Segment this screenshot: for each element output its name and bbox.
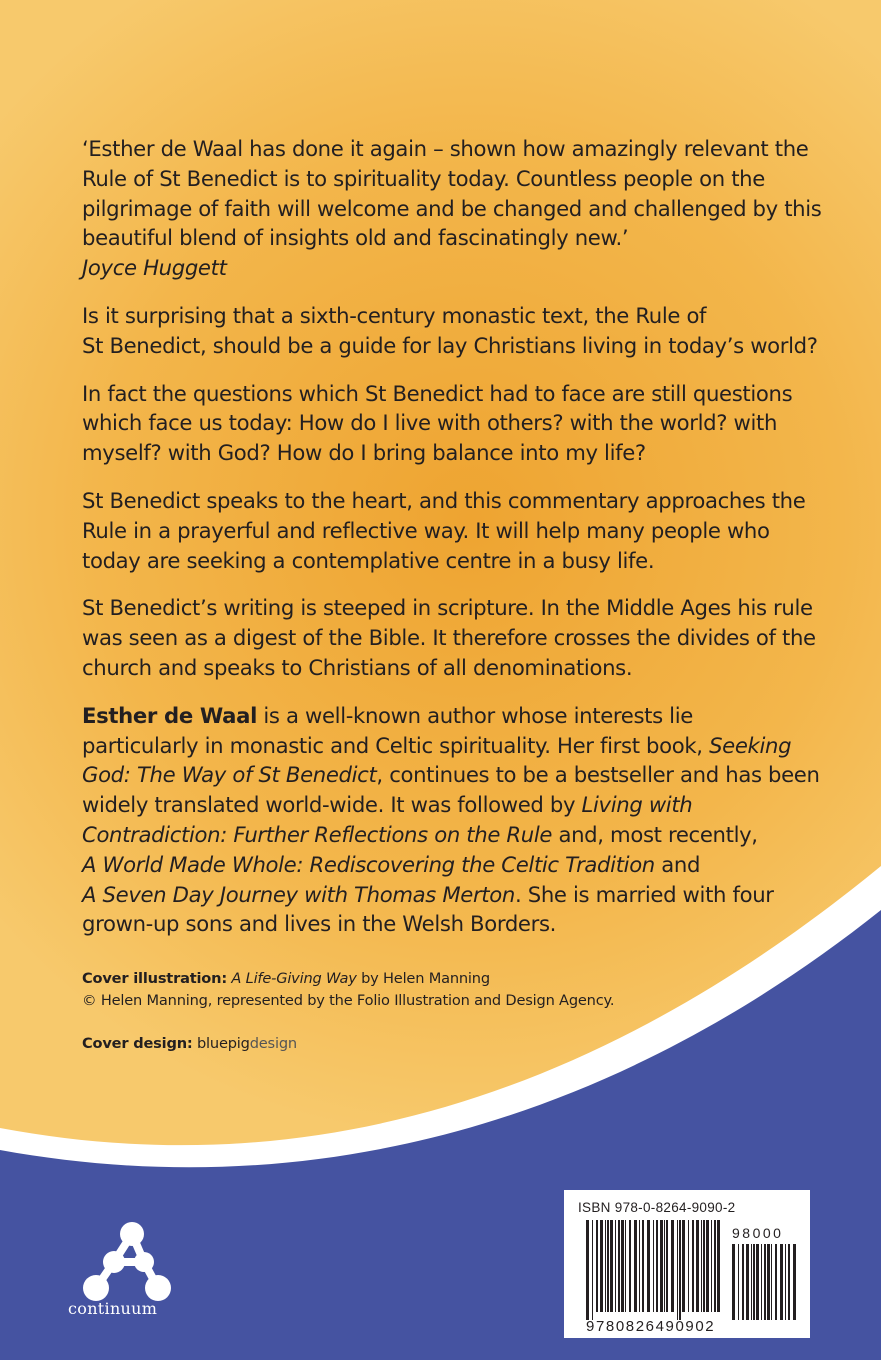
blurb-line: myself? with God? How do I bring balance into my life? xyxy=(82,440,646,466)
blurb-line: church and speaks to Christians of all denominations. xyxy=(82,654,633,680)
blurb-line: Rule in a prayerful and reflective way. It will help many people who xyxy=(82,517,770,543)
barcode-bar xyxy=(625,1220,626,1312)
price-code: 98000 xyxy=(732,1225,784,1241)
cover-illustration-credit: Cover illustration: A Life-Giving Way by Helen Manning © Helen Manning, represented by the Folio Illustration and Design Agency. xyxy=(82,968,614,1012)
blurb-paragraph xyxy=(82,379,802,468)
barcode-bar xyxy=(660,1220,663,1312)
blurb-line: St Benedict speaks to the heart, and this commentary approaches the xyxy=(82,487,806,513)
copyright-notice: © Helen Manning, represented by the Folio Illustration and Design Agency. xyxy=(82,992,615,1009)
blurb-line: St Benedict’s writing is steeped in scripture. In the Middle Ages his rule xyxy=(82,595,813,621)
barcode-graphic xyxy=(572,1216,804,1334)
barcode-bar xyxy=(618,1220,620,1312)
illustration-title: A Life-Giving Way xyxy=(231,970,357,987)
blurb-paragraph xyxy=(82,486,806,575)
barcode-bar xyxy=(607,1220,609,1312)
barcode-bar xyxy=(639,1220,640,1312)
barcode-bar xyxy=(767,1244,770,1320)
barcode-bar xyxy=(679,1220,681,1320)
barcode-bar xyxy=(671,1220,674,1312)
back-cover-text xyxy=(82,134,822,957)
barcode-bar xyxy=(706,1220,709,1312)
isbn-barcode xyxy=(564,1190,810,1338)
barcode-bar xyxy=(746,1244,749,1320)
barcode-bar xyxy=(682,1220,685,1312)
barcode-bar xyxy=(692,1220,694,1312)
barcode-bar xyxy=(717,1220,720,1312)
barcode-bar xyxy=(610,1220,613,1312)
barcode-bar xyxy=(701,1220,702,1312)
barcode-bar xyxy=(793,1244,796,1320)
book-title: Contradiction: Further Reflections on the Rule xyxy=(82,821,553,847)
barcode-bar xyxy=(711,1220,712,1312)
barcode-bar xyxy=(780,1244,783,1320)
quote-line: pilgrimage of faith will welcome and be changed and challenged by this xyxy=(82,195,822,221)
barcode-bar xyxy=(653,1220,654,1312)
barcode-bar xyxy=(586,1220,589,1320)
barcode-bar xyxy=(688,1220,689,1312)
barcode-bar xyxy=(642,1220,644,1312)
barcode-bar xyxy=(714,1220,716,1312)
barcode-bar xyxy=(656,1220,658,1312)
book-title: Seeking xyxy=(709,732,792,758)
barcode-bar xyxy=(753,1244,755,1320)
blurb-line: St Benedict, should be a guide for lay Christians living in today’s world? xyxy=(82,332,818,358)
barcode-bar xyxy=(621,1220,624,1312)
barcode-bar xyxy=(788,1244,790,1320)
barcode-bar xyxy=(785,1244,786,1320)
author-name: Esther de Waal xyxy=(82,702,257,728)
barcode-bar xyxy=(696,1220,699,1312)
quote-line: beautiful blend of insights old and fascinatingly new.’ xyxy=(82,225,629,251)
barcode-bar xyxy=(647,1220,650,1312)
barcode-bar xyxy=(732,1244,735,1320)
barcode-bar xyxy=(664,1220,665,1312)
barcode-bar xyxy=(596,1220,598,1312)
blurb-paragraph xyxy=(82,301,818,361)
barcode-bar xyxy=(629,1220,631,1312)
barcode-bar xyxy=(703,1220,705,1312)
blurb-line: today are seeking a contemplative centre in a busy life. xyxy=(82,547,655,573)
book-title: Living with xyxy=(581,792,693,818)
barcode-bar xyxy=(764,1244,766,1320)
blurb-line: was seen as a digest of the Bible. It therefore crosses the divides of the xyxy=(82,625,816,651)
book-title: A Seven Day Journey with Thomas Merton xyxy=(82,881,515,907)
blurb-line: In fact the questions which St Benedict had to face are still questions xyxy=(82,380,793,406)
barcode-bar xyxy=(634,1220,637,1312)
blurb-paragraph xyxy=(82,593,816,682)
barcode-bar xyxy=(600,1220,603,1312)
publisher-name: continuum xyxy=(68,1299,158,1318)
barcode-bar xyxy=(742,1244,744,1320)
book-title: A World Made Whole: Rediscovering the Celtic Tradition xyxy=(82,851,655,877)
quote-attribution: Joyce Huggett xyxy=(82,255,227,281)
credit-label: Cover illustration: xyxy=(82,970,227,987)
barcode-bar xyxy=(756,1244,759,1320)
quote-line: ‘Esther de Waal has done it again – shown how amazingly relevant the xyxy=(82,136,809,161)
barcode-bar xyxy=(666,1220,668,1312)
barcode-bar xyxy=(592,1220,593,1320)
cover-design-credit xyxy=(82,1033,297,1055)
design-agency-name: bluepigdesign xyxy=(196,1035,297,1052)
barcode-bar xyxy=(761,1244,762,1320)
isbn-label: ISBN 978-0-8264-9090-2 xyxy=(578,1200,736,1215)
credit-label: Cover design: xyxy=(82,1035,193,1052)
quote-line: Rule of St Benedict is to spirituality today. Countless people on the xyxy=(82,165,765,191)
barcode-bar xyxy=(677,1220,678,1320)
book-title: God: The Way of St Benedict xyxy=(82,762,377,788)
author-bio: Esther de Waal is a well-known author whose interests lie particularly in monastic and Celtic spirituality. Her first book, Seeking God: The Way of St Benedict, continues to be a bestseller and has been widely translated world-wide. It was followed by Living with Contradiction: Further Reflections on the Rule and, most recently, A World Made Whole: Rediscovering the Celtic Tradition and A Seven Day Journey with Thomas Merton. She is married with four grown-up sons and lives in the Welsh Borders. xyxy=(82,702,820,937)
barcode-bar xyxy=(751,1244,752,1320)
barcode-bar xyxy=(771,1244,772,1320)
blurb-line: Is it surprising that a sixth-century monastic text, the Rule of xyxy=(82,302,707,328)
barcode-bar xyxy=(738,1244,739,1320)
barcode-bar xyxy=(605,1220,606,1312)
barcode-bar xyxy=(615,1220,616,1312)
barcode-bar xyxy=(775,1244,777,1320)
endorsement-quote xyxy=(82,134,822,283)
ean-digits: 9780826490902 xyxy=(586,1318,716,1334)
blurb-line: which face us today: How do I live with others? with the world? with xyxy=(82,410,778,436)
